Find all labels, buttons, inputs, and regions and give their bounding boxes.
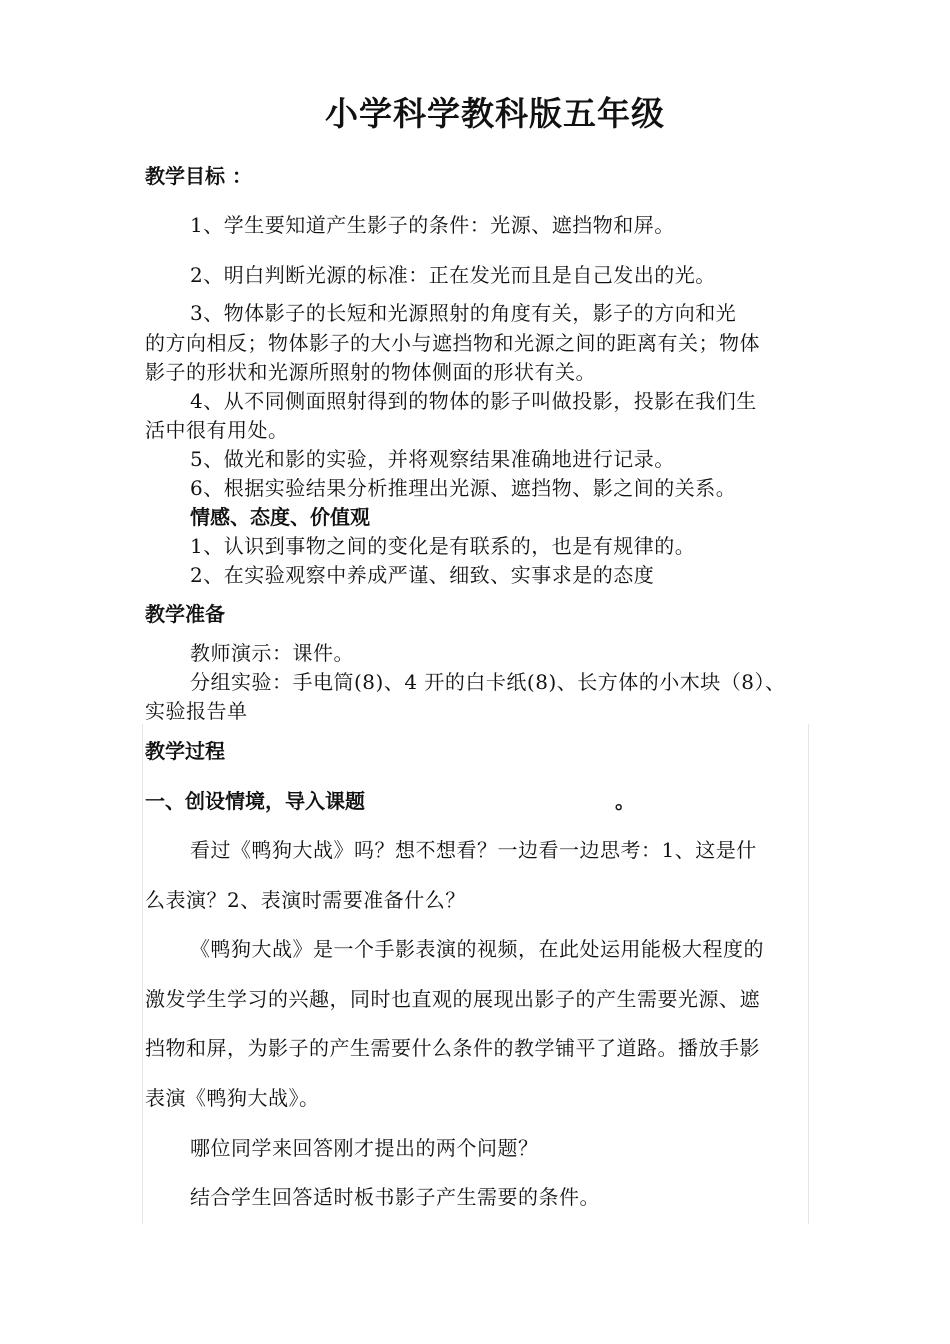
document-title: 小学科学教科版五年级 xyxy=(325,94,665,133)
process-line: 挡物和屏，为影子的产生需要什么条件的教学铺平了道路。播放手影 xyxy=(145,1036,760,1060)
process-line: 哪位同学来回答刚才提出的两个问题？ xyxy=(190,1136,539,1160)
objectives-heading: 教学目标 ： xyxy=(145,164,252,188)
objective-line: 活中很有用处。 xyxy=(145,418,289,442)
objective-line: 的方向相反；物体影子的大小与遮挡物和光源之间的距离有关；物体 xyxy=(145,331,760,355)
objective-line: 1、学生要知道产生影子的条件：光源、遮挡物和屏。 xyxy=(190,213,675,237)
section-1-dot: 。 xyxy=(615,789,635,813)
process-line: 结合学生回答适时板书影子产生需要的条件。 xyxy=(190,1185,600,1209)
process-line: 表演《鸭狗大战》。 xyxy=(145,1086,320,1110)
process-line: 么表演？2、表演时需要准备什么？ xyxy=(145,888,466,912)
process-heading: 教学过程 xyxy=(145,739,225,763)
affect-line: 2、在实验观察中养成严谨、细致、实事求是的态度 xyxy=(190,563,655,587)
section-1-heading: 一、创设情境，导入课题 xyxy=(145,789,365,813)
preparation-line: 教师演示：课件。 xyxy=(190,641,354,665)
objective-line: 3、物体影子的长短和光源照射的角度有关，影子的方向和光 xyxy=(190,301,737,325)
objective-line: 4、从不同侧面照射得到的物体的影子叫做投影，投影在我们生 xyxy=(190,389,757,413)
objective-line: 影子的形状和光源所照射的物体侧面的形状有关。 xyxy=(145,360,596,384)
process-line: 激发学生学习的兴趣，同时也直观的展现出影子的产生需要光源、遮 xyxy=(145,987,760,1011)
process-line: 看过《鸭狗大战》吗？想不想看？一边看一边思考：1、这是什 xyxy=(190,838,757,862)
preparation-line: 分组实验：手电筒(8)、4 开的白卡纸(8)、长方体的小木块（8）、 xyxy=(190,670,786,694)
objective-line: 2、明白判断光源的标准：正在发光而且是自己发出的光。 xyxy=(190,263,716,287)
process-line: 《鸭狗大战》是一个手影表演的视频，在此处运用能极大程度的 xyxy=(190,937,764,961)
preparation-line: 实验报告单 xyxy=(145,699,248,723)
affect-heading: 情感、态度、价值观 xyxy=(190,505,370,529)
affect-line: 1、认识到事物之间的变化是有联系的，也是有规律的。 xyxy=(190,534,696,558)
preparation-heading: 教学准备 xyxy=(145,602,225,626)
objective-line: 6、根据实验结果分析推理出光源、遮挡物、影之间的关系。 xyxy=(190,476,737,500)
objective-line: 5、做光和影的实验，并将观察结果准确地进行记录。 xyxy=(190,447,675,471)
